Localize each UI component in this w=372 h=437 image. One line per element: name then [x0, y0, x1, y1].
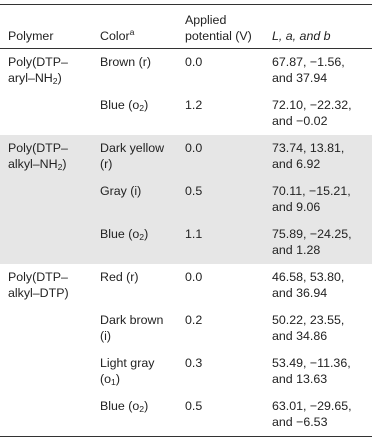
cell-color: Light gray $(o_1)$	[100, 356, 155, 387]
color-data-table	[0, 4, 372, 437]
cell-lab: 67.87, −1.56, and 37.94	[272, 55, 345, 85]
table-row	[0, 393, 372, 437]
cell-potential: 0.0	[179, 135, 266, 178]
cell-potential: 0.0	[185, 270, 203, 284]
cell-lab: 70.11, −15.21, and 9.06	[266, 178, 372, 221]
header-color	[94, 5, 179, 49]
cell-potential: 0.3	[185, 356, 203, 370]
cell-lab: 72.10, −22.32, and −0.02	[272, 98, 352, 128]
cell-color: Dark brown (i)	[100, 313, 164, 343]
table-row	[0, 221, 372, 264]
cell-polymer	[0, 92, 94, 135]
header-lab-label: L, a, and b	[272, 29, 331, 43]
cell-color: Blue $(o_2)$	[94, 393, 179, 437]
cell-polymer	[0, 221, 94, 264]
cell-potential: 0.5	[179, 178, 266, 221]
cell-polymer: $Poly(DTP-aryl-NH_2)$	[8, 55, 68, 86]
header-color-footnote: a	[129, 27, 135, 37]
cell-polymer	[0, 307, 94, 350]
cell-potential: 1.2	[185, 98, 203, 112]
cell-color: Gray (i)	[94, 178, 179, 221]
header-applied-potential: Applied potential (V)	[179, 5, 266, 49]
cell-color: Red (r)	[100, 270, 139, 284]
header-color-label: Color	[100, 29, 130, 43]
table-body	[0, 49, 372, 437]
cell-lab: 63.01, −29.65, and −6.53	[266, 393, 372, 437]
header-row	[0, 5, 372, 49]
table-row	[0, 135, 372, 178]
cell-color: Blue $(o_2)$	[100, 98, 149, 113]
cell-potential: 1.1	[179, 221, 266, 264]
cell-polymer: Poly(DTP–alkyl–DTP)	[8, 270, 69, 300]
cell-polymer	[0, 350, 94, 393]
table-row	[0, 49, 372, 93]
cell-potential: 0.0	[185, 55, 203, 69]
table-row	[0, 264, 372, 307]
cell-color: Brown (r)	[100, 55, 151, 69]
header-polymer: Polymer	[0, 5, 94, 49]
cell-polymer	[0, 393, 94, 437]
cell-lab: 46.58, 53.80, and 36.94	[272, 270, 345, 300]
header-lab	[266, 5, 372, 49]
cell-lab: 53.49, −11.36, and 13.63	[272, 356, 351, 386]
table-row	[0, 307, 372, 350]
table-row	[0, 178, 372, 221]
table-row	[0, 92, 372, 135]
cell-color: Blue $(o_2)$	[94, 221, 179, 264]
cell-potential: 0.2	[185, 313, 203, 327]
cell-color: Dark yellow (r)	[94, 135, 179, 178]
cell-potential: 0.5	[179, 393, 266, 437]
cell-lab: 73.74, 13.81, and 6.92	[266, 135, 372, 178]
cell-lab: 75.89, −24.25, and 1.28	[266, 221, 372, 264]
cell-lab: 50.22, 23.55, and 34.86	[272, 313, 345, 343]
cell-polymer: $Poly(DTP-alkyl-NH_2)$	[0, 135, 94, 178]
table-row	[0, 350, 372, 393]
cell-polymer	[0, 178, 94, 221]
